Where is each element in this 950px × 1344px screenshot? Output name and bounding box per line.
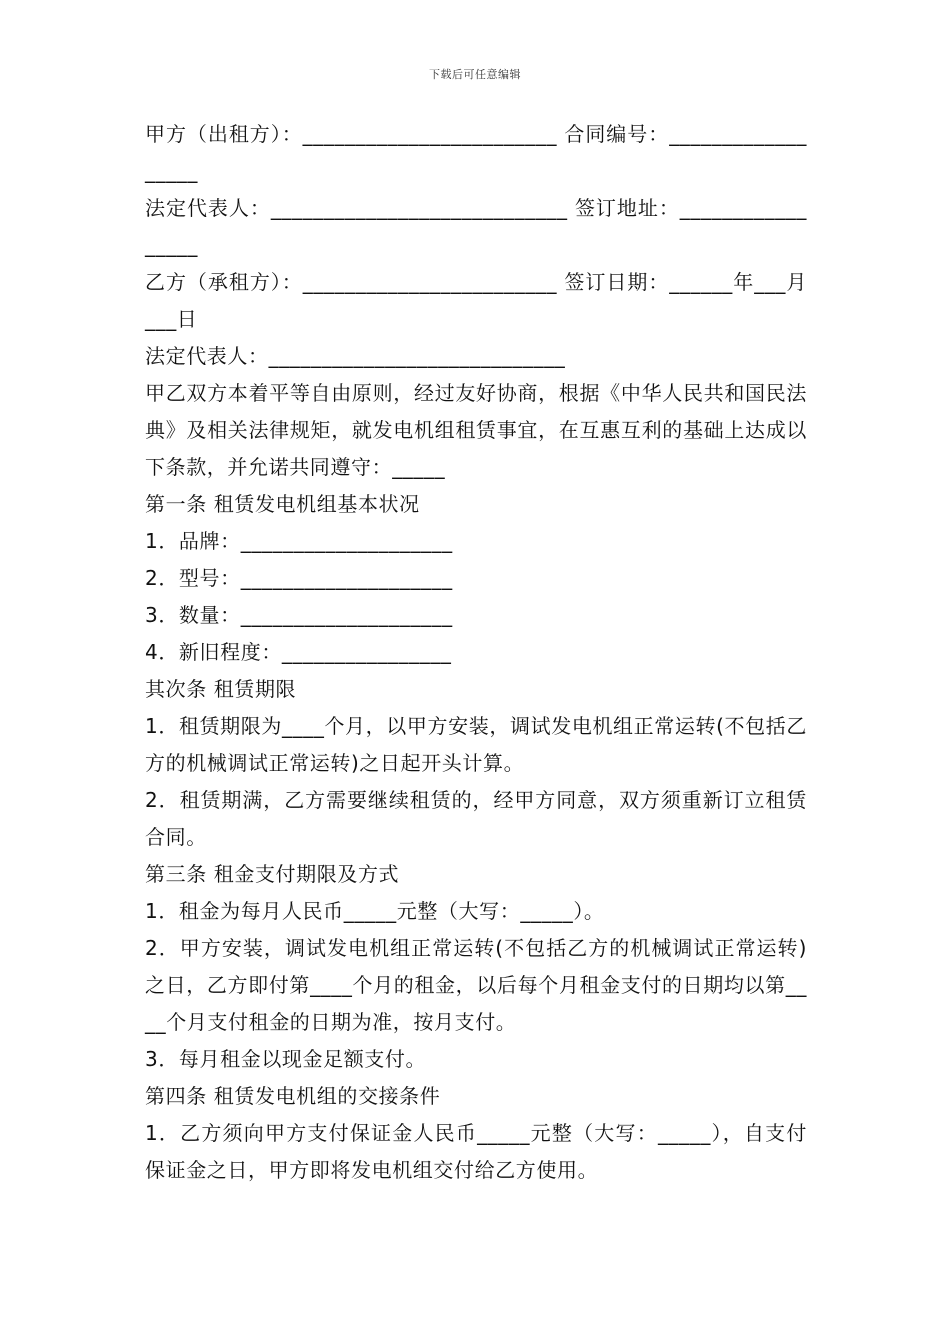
article-1-item-brand: 1．品牌：____________________	[145, 529, 453, 553]
article-3-item-1: 1．租金为每月人民币_____元整（大写：_____）。	[145, 899, 605, 923]
article-4-item-1: 1．乙方须向甲方支付保证金人民币_____元整（大写：_____），自支付保证金之日，甲方即将发电机组交付给乙方使用。	[145, 1121, 807, 1182]
article-3-item-2: 2．甲方安装，调试发电机组正常运转(不包括乙方的机械调试正常运转)之日，乙方即付第____个月的租金，以后每个月租金支付的日期均以第____个月支付租金的日期为准，按月支付。	[145, 936, 807, 1034]
party-b-line: 乙方（承租方）：________________________ 签订日期：______年___月___日	[145, 270, 807, 331]
article-2-item-1: 1．租赁期限为____个月，以甲方安装，调试发电机组正常运转(不包括乙方的机械调试正常运转)之日起开头计算。	[145, 714, 807, 775]
article-3-item-3: 3．每月租金以现金足额支付。	[145, 1047, 427, 1071]
article-3-title: 第三条 租金支付期限及方式	[145, 862, 400, 886]
article-4-title: 第四条 租赁发电机组的交接条件	[145, 1084, 441, 1108]
article-1-item-condition: 4．新旧程度：________________	[145, 640, 452, 664]
article-1-item-model: 2．型号：____________________	[145, 566, 453, 590]
party-a-representative-line: 法定代表人：____________________________ 签订地址：_________________	[145, 196, 807, 257]
article-1-title: 第一条 租赁发电机组基本状况	[145, 492, 420, 516]
header-note: 下载后可任意编辑	[429, 68, 521, 81]
party-a-line: 甲方（出租方）：________________________ 合同编号：__________________	[145, 122, 807, 183]
article-2-item-2: 2．租赁期满，乙方需要继续租赁的，经甲方同意，双方须重新订立租赁合同。	[145, 788, 807, 849]
article-1-item-quantity: 3．数量：____________________	[145, 603, 453, 627]
party-b-representative-line: 法定代表人：____________________________	[145, 344, 566, 368]
article-2-title: 其次条 租赁期限	[145, 677, 297, 701]
preamble: 甲乙双方本着平等自由原则，经过友好协商，根据《中华人民共和国民法典》及相关法律规矩，就发电机组租赁事宜，在互惠互利的基础上达成以下条款，并允诺共同遵守：_____	[145, 381, 807, 479]
contract-document	[145, 116, 807, 1189]
